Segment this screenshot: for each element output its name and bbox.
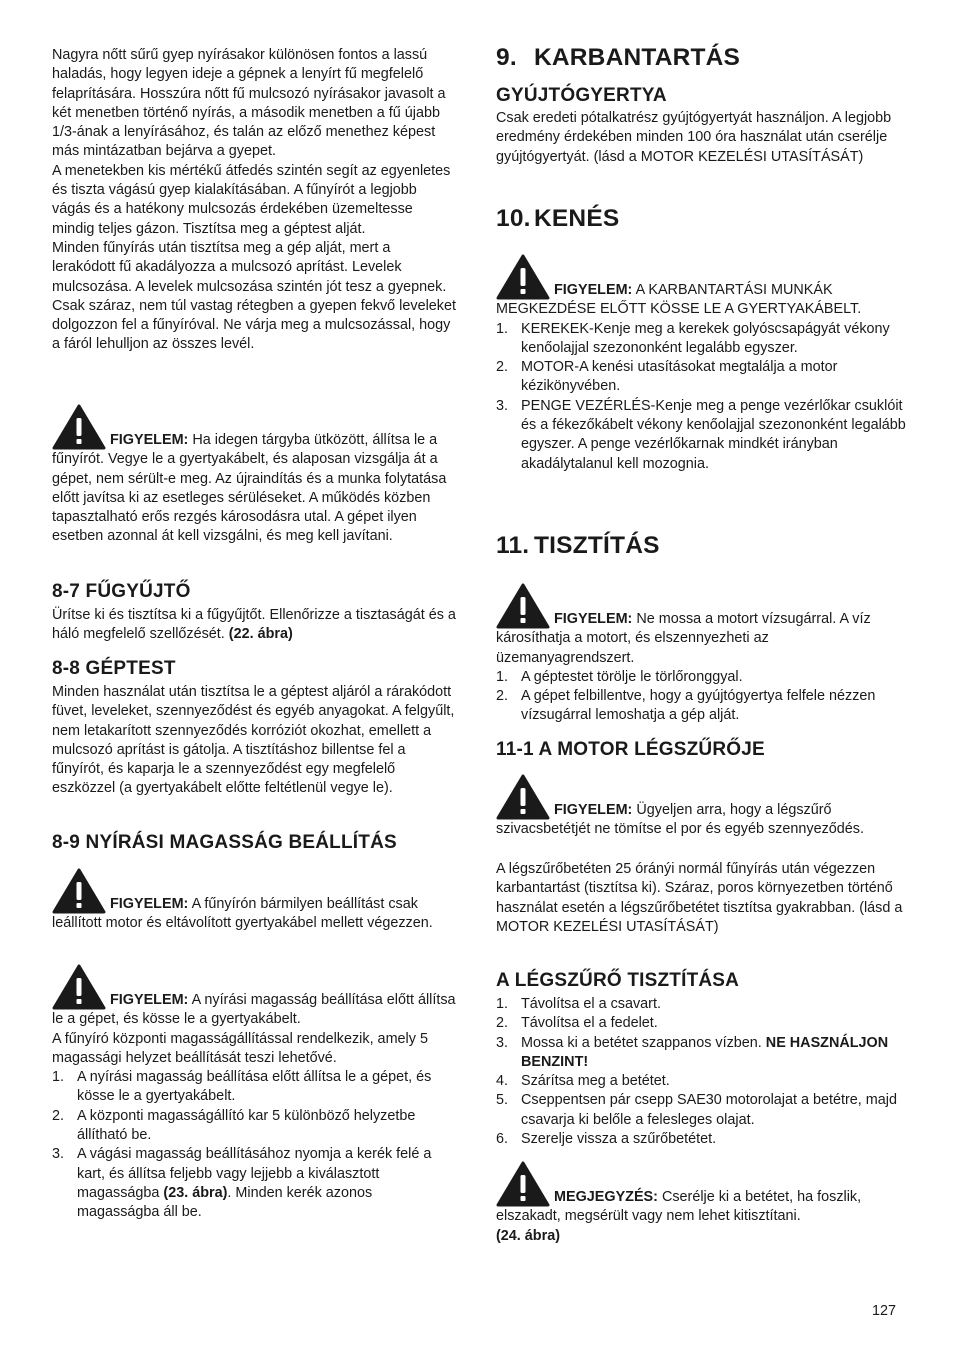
list-item: 6. Szerelje vissza a szűrőbetétet. <box>496 1131 717 1148</box>
warning-air-filter <box>496 774 906 840</box>
warning-water <box>496 583 906 726</box>
section-8-7-title: 8-7 FŰGYŰJTŐ <box>52 581 191 602</box>
lubrication-list <box>496 320 906 474</box>
section-8-8-title: 8-8 GÉPTEST <box>52 658 176 679</box>
warning-text: A KARBANTARTÁSI MUNKÁK MEGKEZDÉSE ELŐTT KÖSSE LE A GYERTYAKÁBELT. <box>496 282 862 318</box>
spark-plug-text: Csak eredeti pótalkatrész gyújtógyertyát használjon. A legjobb eredmény érdekében minden 100 óra használat után cserélje gyújtógyertyát. (lásd a MOTOR KEZELÉSI UTASÍTÁSÁT) <box>496 110 892 165</box>
warning-label: FIGYELEM: <box>110 896 189 912</box>
warning-icon <box>496 1161 550 1207</box>
warning-icon <box>52 868 106 914</box>
list-item: 3. A vágási magasság beállításához nyomja a kerék felé a kart, és állítsa feljebb vagy lejjebb a kiválasztott magasságba (23. ábra). Minden kerék azonos magasságba áll be. <box>52 1146 432 1221</box>
warning-settings <box>52 868 456 934</box>
warning-icon <box>496 774 550 820</box>
note-block <box>496 1161 906 1246</box>
warning-maintenance <box>496 254 906 474</box>
warning-icon <box>496 583 550 629</box>
spark-plug-title: GYÚJTÓGYERTYA <box>496 85 667 106</box>
warning-icon <box>52 964 106 1010</box>
warning-icon <box>496 254 550 300</box>
section-9-title: 9. KARBANTARTÁS <box>496 44 741 71</box>
list-item: 1. Távolítsa el a csavart. <box>496 996 661 1012</box>
air-filter-cleaning-list <box>496 995 906 1149</box>
note-label: MEGJEGYZÉS: <box>554 1189 658 1205</box>
list-item: 2. A gépet felbillentve, hogy a gyújtógyertya felfele nézzen vízsugárral lemoshatja a gép alját. <box>496 688 876 724</box>
warning-label: FIGYELEM: <box>554 802 633 818</box>
section-8-9-title: 8-9 NYÍRÁSI MAGASSÁG BEÁLLÍTÁS <box>52 832 397 853</box>
note-text: Cserélje ki a betétet, ha foszlik, elszakadt, megsérült vagy nem lehet kitisztítani. <box>496 1189 862 1225</box>
list-item: 1. A nyírási magasság beállítása előtt állítsa le a gépet, és kösse le a gyertyakábelt. <box>52 1069 432 1105</box>
section-11-title: 11. TISZTÍTÁS <box>496 532 660 559</box>
warning-foreign-object <box>52 404 456 547</box>
warning-label: FIGYELEM: <box>110 432 189 448</box>
warning-text: Ügyeljen arra, hogy a légszűrő szivacsbetétjét ne tömítse el por és egyéb szennyeződés. <box>496 802 864 838</box>
page-number: 127 <box>872 1303 897 1319</box>
section-8-9-text: A fűnyíró központi magasságállítással rendelkezik, amely 5 magassági helyzet beállítását teszi lehetővé. <box>52 1030 428 1066</box>
height-steps-list <box>52 1068 456 1222</box>
list-item: 2. Távolítsa el a fedelet. <box>496 1015 658 1032</box>
figure-ref: (24. ábra) <box>496 1227 560 1244</box>
list-item: 3. Mossa ki a betétet szappanos vízben. NE HASZNÁLJON BENZINT! <box>496 1034 889 1070</box>
section-10-title: 10. KENÉS <box>496 205 620 232</box>
warning-label: FIGYELEM: <box>554 282 633 298</box>
warning-height <box>52 964 456 1223</box>
intro-paragraph: Nagyra nőtt sűrű gyep nyírásakor különösen fontos a lassú haladás, hogy legyen ideje a gépnek a lenyírt fű megfelelő felaprítására. Hosszúra nőtt fű mulcsozó nyírásakor javasolt a két menetben történő nyírás, a második menetben a fű újabb 1/3-ának a lenyírásához, és talán az előző menethez képest más mintázatban bejárva a gyepet. A menetekben kis mértékű átfedés szintén segít az egyenletes és tiszta vágású gyep kialakításában. A fűnyírót a legjobb vágás és a hatékony mulcsozás érdekében üzemeltesse mindig teljes gázon. Tisztítsa meg a géptest alját. Minden fűnyírás után tisztítsa meg a gép alját, mert a lerakódott fű akadályozza a mulcsozó aprítást. Levelek mulcsozása. A levelek mulcsozása szintén jót tesz a gyepnek. Csak száraz, nem túl vastag rétegben a gyepen fekvő leveleket dolgozzon fel a fűnyíróval. Ne várja meg a mulcsozással, hogy a fáról lehulljon az összes levél. <box>52 47 456 353</box>
figure-ref: (22. ábra) <box>228 626 293 643</box>
warning-text: A fűnyírón bármilyen beállítást csak leállított motor és eltávolított gyertyakábel mellett végezzen. <box>52 896 433 932</box>
list-item: 1. KEREKEK-Kenje meg a kerekek golyóscsapágyát vékony kenőolajjal szezononként legalább egyszer. <box>496 320 890 356</box>
warning-text: A nyírási magasság beállítása előtt állítsa le a gépet, és kösse le a gyertyakábelt. <box>52 992 456 1028</box>
list-item: 4. Szárítsa meg a betétet. <box>496 1073 670 1090</box>
cleaning-list <box>496 668 906 726</box>
list-item: 1. A géptestet törölje le törlőronggyal. <box>496 668 743 685</box>
warning-text: Ha idegen tárgyba ütközött, állítsa le a fűnyírót. Vegye le a gyertyakábelt, és alaposan vizsgálja át a gépet, nem sérült-e meg. Az újraindítás és a munka folytatása előtt javítsa ki az esetleges sérüléseket. A működés közben tapasztalható erős rezgés károsodásra utal. A gépet ilyen esetben azonnal át kell vizsgálni, és meg kell javítani. <box>52 432 447 545</box>
section-11-1-title: 11-1 A MOTOR LÉGSZŰRŐJE <box>496 739 765 760</box>
list-item: 2. MOTOR-A kenési utasításokat megtalálja a motor kézikönyvében. <box>496 359 838 395</box>
air-filter-cleaning-title: A LÉGSZŰRŐ TISZTÍTÁSA <box>496 970 740 991</box>
section-8-8-text: Minden használat után tisztítsa le a géptest aljáról a rárakódott füvet, leveleket, szennyeződést és egyéb anyagokat. A felgyűlt, nem letakarított szennyeződés korróziót okozhat, emellett a mulcsozó aprítást is gátolja. A tisztításhoz billentse fel a fűnyírót, és kaparja le a szennyeződést egy megfelelő eszközzel (a gyertyakábelt előtte feltétlenül vegye le). <box>52 684 455 797</box>
warning-text: Ne mossa a motort vízsugárral. A víz károsíthatja a motort, és elszennyezheti az üzemanyagrendszert. <box>496 611 871 666</box>
warning-icon <box>52 404 106 450</box>
warning-label: FIGYELEM: <box>554 611 633 627</box>
warning-label: FIGYELEM: <box>110 992 189 1008</box>
list-item: 5. Cseppentsen pár csepp SAE30 motorolajat a betétre, majd csavarja ki belőle a felesleges olajat. <box>496 1092 897 1128</box>
list-item: 2. A központi magasságállító kar 5 különböző helyzetbe állítható be. <box>52 1107 416 1144</box>
air-filter-text: A légszűrőbetéten 25 óránýi normál fűnyírás után végezzen karbantartást (tisztítsa ki). Száraz, poros környezetben történő használat esetén a légszűrőbetétet tisztítsa gyakrabban. (lásd a MOTOR KEZELÉSI UTASÍTÁSÁT) <box>496 861 903 935</box>
section-8-7-text: Ürítse ki és tisztítsa ki a fűgyűjtőt. Ellenőrizze a tisztaságát és a háló megfelelő szellőzését. (22. ábra) <box>52 607 456 643</box>
list-item: 3. PENGE VEZÉRLÉS-Kenje meg a penge vezérlőkar csuklóit és a fékezőkábelt vékony kenőolajjal szezononként legalább egyszer. A penge vezérlőkarnak mindkét irányban akadálytalanul kell mozognia. <box>496 397 906 472</box>
